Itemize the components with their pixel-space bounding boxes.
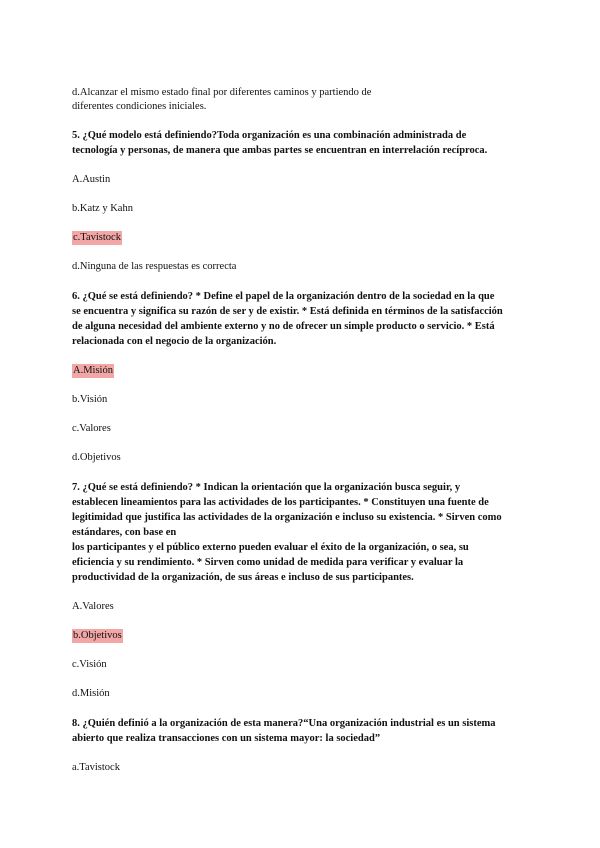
question-text-line: 5. ¿Qué modelo está definiendo?Toda organización es una combinación administrada de <box>72 130 467 141</box>
option-label: A.Valores <box>72 601 114 612</box>
question-text-line: de alguna necesidad del ambiente externo y no de ofrecer un simple producto o servicio. * Está <box>72 321 495 332</box>
q6-option-b <box>72 393 532 407</box>
option-text-line: d.Alcanzar el mismo estado final por diferentes caminos y partiendo de <box>72 87 372 98</box>
option-label-highlighted: b.Objetivos <box>73 630 122 641</box>
q7-option-b-selected <box>72 629 532 643</box>
question-text-line: relacionada con el negocio de la organización. <box>72 336 277 347</box>
option-d-previous-question <box>72 86 532 114</box>
q5-option-d <box>72 260 532 274</box>
question-5 <box>72 128 532 158</box>
option-label: a.Tavistock <box>72 762 120 773</box>
question-text-line: los participantes y el público externo pueden evaluar el éxito de la organización, o sea, su <box>72 542 469 553</box>
q6-option-d <box>72 451 532 465</box>
q8-option-a <box>72 761 532 775</box>
option-label-highlighted: A.Misión <box>73 365 113 376</box>
question-text-line: tecnología y personas, de manera que ambas partes se encuentran en interrelación recíproca. <box>72 145 488 156</box>
option-label: d.Misión <box>72 688 110 699</box>
option-label-highlighted: c.Tavistock <box>73 232 121 243</box>
question-text-line: 6. ¿Qué se está definiendo? * Define el papel de la organización dentro de la sociedad en la que <box>72 291 495 302</box>
q7-option-a <box>72 600 532 614</box>
option-label: c.Visión <box>72 659 107 670</box>
option-label: d.Objetivos <box>72 452 121 463</box>
question-text-line: establecen lineamientos para las actividades de los participantes. * Constituyen una fuente de <box>72 497 489 508</box>
q6-option-c <box>72 422 532 436</box>
q7-option-d <box>72 687 532 701</box>
question-text-line: legitimidad que justifica las actividades de la organización e incluso su existencia. * Sirven como <box>72 512 502 523</box>
q5-option-a <box>72 173 532 187</box>
question-text-line: se encuentra y significa su razón de ser y de existir. * Está definida en términos de la satisfacción <box>72 306 503 317</box>
option-label: b.Katz y Kahn <box>72 203 133 214</box>
question-7 <box>72 480 532 585</box>
question-text-line: estándares, con base en <box>72 527 177 538</box>
option-label: d.Ninguna de las respuestas es correcta <box>72 261 237 272</box>
exam-page <box>72 86 532 790</box>
option-label: b.Visión <box>72 394 108 405</box>
question-8 <box>72 716 532 746</box>
question-text-line: eficiencia y su rendimiento. * Sirven como unidad de medida para verificar y evaluar la <box>72 557 464 568</box>
question-text-line: 7. ¿Qué se está definiendo? * Indican la orientación que la organización busca seguir, y <box>72 482 461 493</box>
q5-option-b <box>72 202 532 216</box>
question-text-line: abierto que realiza transacciones con un sistema mayor: la sociedad” <box>72 733 381 744</box>
q5-option-c-selected <box>72 231 532 245</box>
option-text-line: diferentes condiciones iniciales. <box>72 101 207 112</box>
option-label: A.Austin <box>72 174 111 185</box>
option-label: c.Valores <box>72 423 111 434</box>
q6-option-a-selected <box>72 364 532 378</box>
q7-option-c <box>72 658 532 672</box>
question-text-line: productividad de la organización, de sus áreas e incluso de sus participantes. <box>72 572 414 583</box>
question-6 <box>72 289 532 349</box>
question-text-line: 8. ¿Quién definió a la organización de esta manera?“Una organización industrial es un sistema <box>72 718 496 729</box>
